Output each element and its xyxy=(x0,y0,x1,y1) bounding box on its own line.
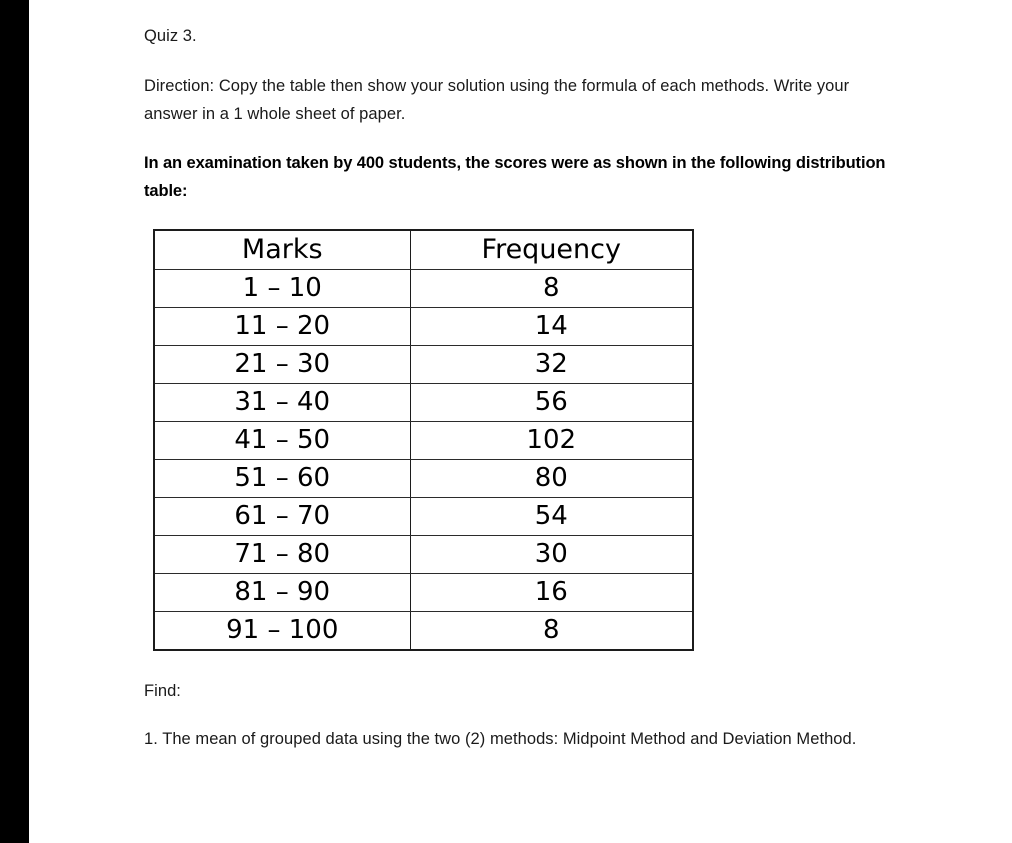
cell-frequency: 102 xyxy=(410,422,693,460)
document-content xyxy=(144,22,889,753)
column-header-frequency: Frequency xyxy=(410,230,693,270)
find-label: Find: xyxy=(144,682,181,700)
cell-frequency: 56 xyxy=(410,384,693,422)
quiz-title: Quiz 3. xyxy=(144,27,197,45)
table-row xyxy=(154,422,693,460)
cell-marks: 71 – 80 xyxy=(154,536,410,574)
table-row xyxy=(154,346,693,384)
find-section xyxy=(144,677,889,753)
cell-frequency: 54 xyxy=(410,498,693,536)
cell-marks: 31 – 40 xyxy=(154,384,410,422)
cell-frequency: 80 xyxy=(410,460,693,498)
cell-marks: 41 – 50 xyxy=(154,422,410,460)
cell-frequency: 16 xyxy=(410,574,693,612)
scan-margin-bar xyxy=(0,0,29,843)
cell-marks: 81 – 90 xyxy=(154,574,410,612)
cell-marks: 61 – 70 xyxy=(154,498,410,536)
cell-frequency: 8 xyxy=(410,270,693,308)
cell-marks: 51 – 60 xyxy=(154,460,410,498)
direction-paragraph: Direction: Copy the table then show your solution using the formula of each methods. Write your answer in a 1 whole sheet of paper. xyxy=(144,77,850,123)
question-item-1: 1. The mean of grouped data using the two (2) methods: Midpoint Method and Deviation Method. xyxy=(144,730,857,748)
cell-marks: 91 – 100 xyxy=(154,612,410,651)
table-row xyxy=(154,536,693,574)
table-row xyxy=(154,498,693,536)
column-header-marks: Marks xyxy=(154,230,410,270)
cell-frequency: 32 xyxy=(410,346,693,384)
table-row xyxy=(154,384,693,422)
table-header-row xyxy=(154,230,693,270)
document-page xyxy=(29,0,1012,843)
cell-marks: 11 – 20 xyxy=(154,308,410,346)
distribution-table xyxy=(153,229,694,651)
cell-marks: 1 – 10 xyxy=(154,270,410,308)
table-row xyxy=(154,308,693,346)
cell-marks: 21 – 30 xyxy=(154,346,410,384)
distribution-table-wrapper xyxy=(144,229,889,651)
examination-prompt: In an examination taken by 400 students, the scores were as shown in the following distribution table: xyxy=(144,154,886,200)
table-row xyxy=(154,460,693,498)
table-row xyxy=(154,270,693,308)
cell-frequency: 8 xyxy=(410,612,693,651)
cell-frequency: 14 xyxy=(410,308,693,346)
table-row xyxy=(154,612,693,651)
cell-frequency: 30 xyxy=(410,536,693,574)
table-row xyxy=(154,574,693,612)
